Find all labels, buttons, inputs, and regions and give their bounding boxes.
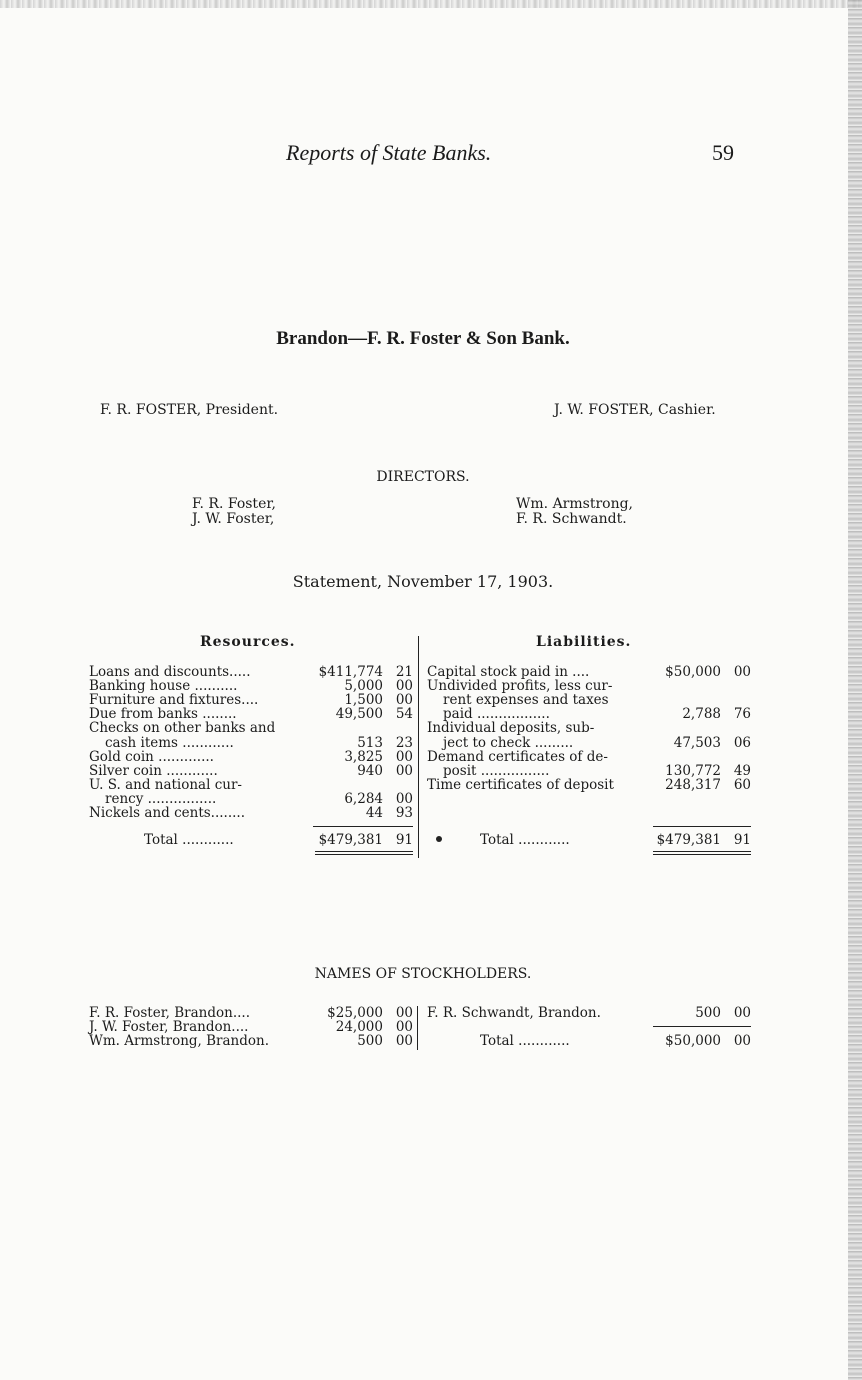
total-label: Total ............ xyxy=(144,832,234,848)
row-dollars: 24,000 xyxy=(335,1019,383,1036)
row-cents: 00 xyxy=(395,1019,413,1036)
cashier: J. W. FOSTER, Cashier. xyxy=(554,402,716,418)
page-edge-right xyxy=(848,0,862,1380)
bank-title: Brandon—F. R. Foster & Son Bank. xyxy=(276,328,570,349)
row-cents: 00 xyxy=(395,748,413,765)
table-row xyxy=(89,750,413,764)
resources-heading: Resources. xyxy=(200,634,296,650)
total-dollars: $50,000 xyxy=(665,1033,721,1049)
row-label: posit ................ xyxy=(443,762,550,779)
director: J. W. Foster, xyxy=(192,511,275,527)
row-dollars: 513 xyxy=(357,734,383,751)
liabilities-double-rule-2 xyxy=(653,854,751,855)
table-row xyxy=(427,750,751,764)
row-cents: 06 xyxy=(733,734,751,751)
total-cents: 91 xyxy=(395,832,413,848)
row-dollars: 248,317 xyxy=(665,776,721,793)
liabilities-heading: Liabilities. xyxy=(536,634,632,650)
row-cents: 93 xyxy=(395,805,413,821)
president: F. R. FOSTER, President. xyxy=(100,402,279,418)
table-row xyxy=(89,1034,413,1048)
row-label: Due from banks ........ xyxy=(89,706,237,723)
directors-right xyxy=(516,497,633,527)
row-label: Capital stock paid in .... xyxy=(427,664,590,680)
row-dollars: 2,788 xyxy=(682,706,721,723)
row-label: Furniture and fixtures.... xyxy=(89,692,259,709)
resources-double-rule-2 xyxy=(315,854,413,855)
liabilities-subtotal-rule xyxy=(653,826,751,827)
row-dollars: 5,000 xyxy=(344,678,383,695)
table-row xyxy=(427,707,751,721)
row-label: J. W. Foster, Brandon.... xyxy=(89,1019,249,1036)
director: Wm. Armstrong, xyxy=(516,496,634,512)
statement-heading: Statement, November 17, 1903. xyxy=(292,572,554,591)
stockholders-heading: NAMES OF STOCKHOLDERS. xyxy=(314,966,532,982)
row-label: Banking house .......... xyxy=(89,678,238,695)
row-label: Demand certificates of de- xyxy=(427,748,608,765)
row-dollars: 1,500 xyxy=(344,692,383,709)
row-label: rent expenses and taxes xyxy=(443,692,609,709)
row-dollars: 940 xyxy=(357,762,383,779)
row-dollars: 500 xyxy=(695,1005,721,1021)
director: F. R. Schwandt. xyxy=(516,511,627,527)
page-edge-top xyxy=(0,0,862,8)
table-row xyxy=(89,679,413,693)
row-cents: 00 xyxy=(733,1005,751,1021)
table-row xyxy=(89,665,413,679)
page-number: 59 xyxy=(712,140,734,165)
table-row xyxy=(427,679,751,693)
row-cents: 00 xyxy=(395,678,413,695)
bullet-mark xyxy=(436,836,442,842)
row-dollars: 44 xyxy=(365,805,383,821)
row-label: F. R. Schwandt, Brandon. xyxy=(427,1005,601,1021)
row-label: Gold coin ............. xyxy=(89,748,214,765)
directors-left xyxy=(192,497,276,527)
stockholders-divider xyxy=(417,1006,418,1050)
table-row xyxy=(427,721,751,735)
row-dollars: 47,503 xyxy=(673,734,721,751)
row-cents: 49 xyxy=(733,762,751,779)
row-label: Nickels and cents........ xyxy=(89,805,246,821)
table-row xyxy=(427,778,751,792)
row-cents: 00 xyxy=(395,1033,413,1050)
table-row xyxy=(89,806,413,820)
row-cents: 54 xyxy=(395,706,413,723)
total-dollars: $479,381 xyxy=(656,832,721,848)
total-cents: 00 xyxy=(733,1033,751,1049)
row-label: F. R. Foster, Brandon.... xyxy=(89,1005,250,1021)
row-label: rency ................ xyxy=(105,790,217,807)
row-dollars: 49,500 xyxy=(335,706,383,723)
table-row xyxy=(89,778,413,792)
row-cents: 76 xyxy=(733,706,751,723)
row-dollars: 3,825 xyxy=(344,748,383,765)
table-row xyxy=(89,693,413,707)
column-divider xyxy=(418,636,419,858)
row-label: Checks on other banks and xyxy=(89,720,276,737)
table-row xyxy=(89,721,413,735)
row-label: Individual deposits, sub- xyxy=(427,720,595,737)
total-label: Total ............ xyxy=(480,1033,570,1049)
liabilities-total-row xyxy=(480,833,751,847)
row-dollars: 130,772 xyxy=(665,762,721,779)
table-row xyxy=(89,1006,413,1020)
liabilities-double-rule-1 xyxy=(653,851,751,852)
row-label: cash items ............ xyxy=(105,734,234,751)
stockholders-total-row xyxy=(480,1034,751,1048)
table-row xyxy=(427,764,751,778)
row-label: U. S. and national cur- xyxy=(89,776,242,793)
total-dollars: $479,381 xyxy=(318,832,383,848)
stockholders-total-rule xyxy=(653,1026,751,1027)
row-label: ject to check ......... xyxy=(443,734,574,751)
row-dollars: 6,284 xyxy=(344,790,383,807)
row-label: Undivided profits, less cur- xyxy=(427,678,613,695)
total-cents: 91 xyxy=(733,832,751,848)
row-label: Time certificates of deposit xyxy=(427,776,614,793)
row-dollars: 500 xyxy=(357,1033,383,1050)
running-head: Reports of State Banks. xyxy=(286,140,492,165)
row-cents: 60 xyxy=(733,776,751,793)
resources-subtotal-rule xyxy=(313,826,413,827)
row-cents: 00 xyxy=(395,762,413,779)
row-label: Wm. Armstrong, Brandon. xyxy=(89,1033,269,1050)
row-cents: 00 xyxy=(395,1005,413,1021)
row-dollars: $50,000 xyxy=(665,664,721,680)
table-row xyxy=(427,665,751,679)
row-cents: 00 xyxy=(395,790,413,807)
table-row xyxy=(89,736,413,750)
table-row xyxy=(89,792,413,806)
table-row xyxy=(427,1006,751,1020)
row-cents: 00 xyxy=(395,692,413,709)
row-label: Silver coin ............ xyxy=(89,762,218,779)
director: F. R. Foster, xyxy=(192,496,276,512)
table-row xyxy=(89,1020,413,1034)
table-row xyxy=(427,736,751,750)
total-label: Total ............ xyxy=(480,832,570,848)
row-cents: 23 xyxy=(395,734,413,751)
table-row xyxy=(89,764,413,778)
directors-heading: DIRECTORS. xyxy=(376,469,470,485)
table-row xyxy=(427,693,751,707)
table-row xyxy=(89,707,413,721)
row-dollars: $411,774 xyxy=(318,664,383,680)
row-cents: 21 xyxy=(395,664,413,680)
resources-total-row xyxy=(144,833,413,847)
resources-double-rule-1 xyxy=(315,851,413,852)
row-dollars: $25,000 xyxy=(327,1005,383,1021)
row-label: Loans and discounts..... xyxy=(89,664,251,680)
row-cents: 00 xyxy=(733,664,751,680)
row-label: paid ................. xyxy=(443,706,550,723)
